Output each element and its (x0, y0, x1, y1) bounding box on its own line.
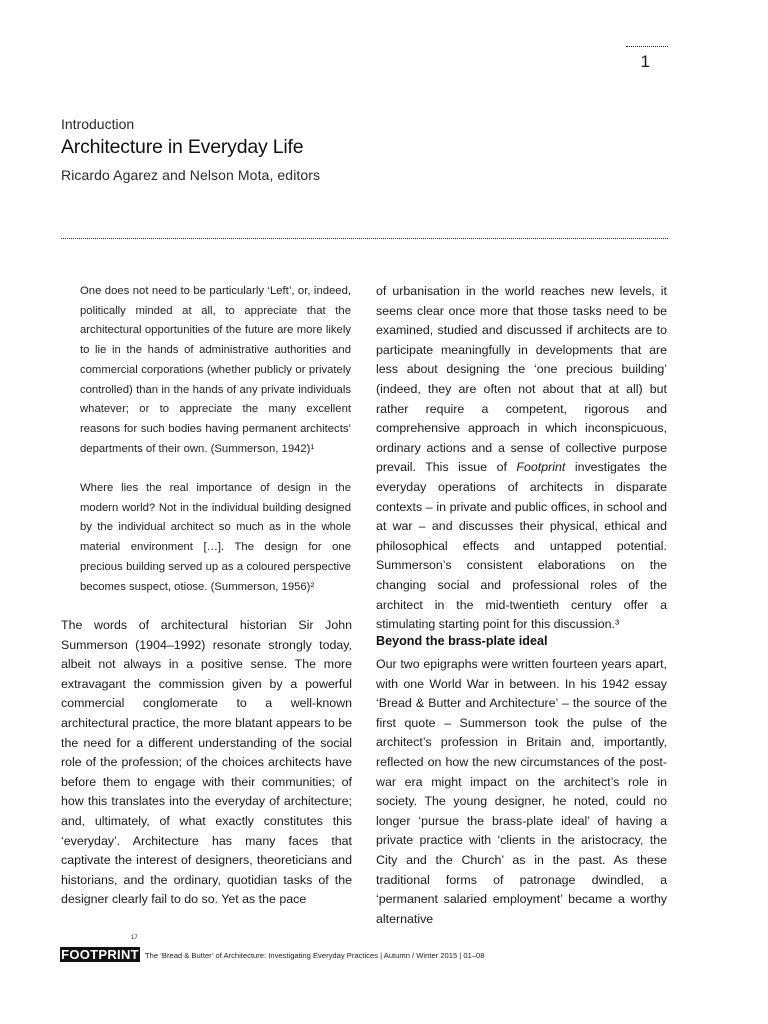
body-right-column-bottom: Our two epigraphs were written fourteen years apart, with one World War in between. In his 1942 essay ‘Bread & Butter and Architecture’ – the source of the first quote – Summerson took the pulse of the architect’s profession in Britain and, importantly, reflected on how the new circumstances of the post-war era might impact on the architect’s role in society. The young designer, he noted, could no longer ‘pursue the brass-plate ideal’ of having a private practice with ‘clients in the aristocracy, the City and the Church’ as in the past. As these traditional forms of patronage dwindled, a ‘permanent salaried employment’ became a worthy alternative (376, 657, 667, 926)
epigraph-1: One does not need to be particularly ‘Left’, or, indeed, politically minded at all, to appreciate that the architectural opportunities of the future are more likely to lie in the hands of administrative authorities and commercial corporations (whether publicly or privately controlled) than in the hands of any private individuals whatever; or to appreciate the many excellent reasons for such bodies having permanent architects’ departments of their own. (Summerson, 1942)¹ (80, 285, 351, 455)
section-heading: Beyond the brass-plate ideal (376, 634, 548, 648)
section-label: Introduction (61, 116, 135, 132)
body-left-column: The words of architectural historian Sir John Summerson (1904–1992) resonate strongly today, albeit not always in a positive sense. The more extravagant the commission given by a powerful commercial conglomerate to a well-known architectural practice, the more blatant appears to be the need for a different understanding of the social role of the profession; of the choices architects have before them to engage with their communities; of how this translates into the everyday of architecture; and, ultimately, of what exactly constitutes this ‘everyday’. Architecture has many faces that captivate the interest of designers, theoreticians and historians, and the ordinary, quotidian tasks of the designer clearly fail to do so. Yet as the pace (61, 618, 352, 907)
body-right-column-top (376, 282, 667, 635)
article-title: Architecture in Everyday Life (61, 136, 304, 158)
header-divider (61, 238, 668, 239)
article-authors: Ricardo Agarez and Nelson Mota, editors (61, 167, 321, 183)
page-number: 1 (640, 52, 650, 71)
journal-name: Footprint (516, 460, 566, 475)
footprint-logo: FOOTPRINT (61, 947, 139, 962)
body-text: of urbanisation in the world reaches new levels, it seems clear once more that those tasks need to be examined, studied and discussed if architects are to participate meaningfully in developments that are less about designing the ‘one precious building’ (indeed, they are often not about that at all) but rather require a competent, rigorous and comprehensive approach in which inconspicuous, ordinary actions and a sense of collective purpose prevail. This issue of (376, 284, 667, 475)
body-text: investigates the everyday operations of architects in disparate contexts – in private and public offices, in school and at war – and discusses their physical, ethical and philosophical effects and untapped potential. Summerson’s consistent elaborations on the changing social and professional roles of the architect in the mid-twentieth century offer a stimulating starting point for this discussion.³ (376, 460, 668, 632)
footer-page-number: 17 (131, 935, 138, 941)
epigraph-2: Where lies the real importance of design in the modern world? Not in the individual building designed by the individual architect so much as in the whole material environment […]. The design for one precious building served up as a coloured perspective becomes suspect, otiose. (Summerson, 1956)² (80, 482, 351, 593)
footer-journal-info: The ‘Bread & Butter’ of Architecture: Investigating Everyday Practices | Autumn / Winter 2015 | 01–08 (145, 951, 485, 960)
page-number-rule (626, 46, 668, 47)
